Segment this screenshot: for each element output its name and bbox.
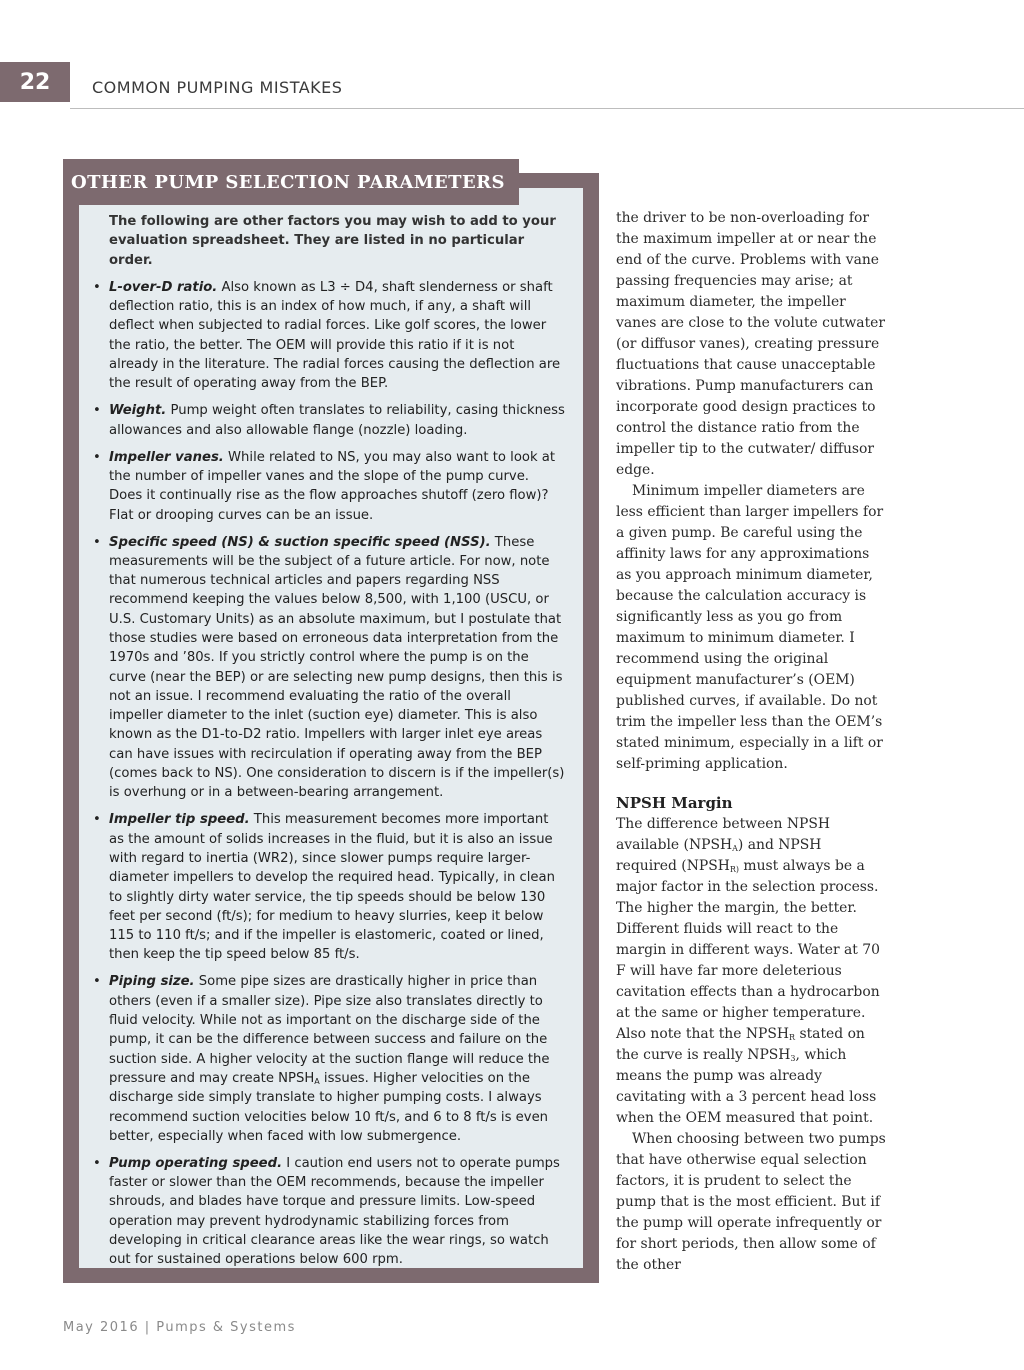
body-paragraph: When choosing between two pumps that have otherwise equal selection factors, it is prudent to select the pump that is the most efficient. But if the pump will operate infrequently or for short periods, then allow some of the other — [616, 1131, 886, 1273]
list-item — [109, 810, 565, 964]
body-column — [616, 208, 886, 1276]
factor-term: Specific speed (NS) & suction specific speed (NSS). — [109, 534, 491, 550]
page-number: 22 — [0, 62, 70, 102]
text-run: ) and NPSH required (NPSH — [616, 837, 822, 874]
sidebar-box — [79, 188, 583, 1268]
factor-text: I caution end users not to operate pumps faster or slower than the OEM recommends, because the impeller shrouds, and blades have torque and pressure limits. Low-speed operation may prevent hydrodynamic stabilizing forces from developing in critical clearance areas like the wear rings, so watch out for sustained operations below 600 rpm. — [109, 1155, 560, 1268]
factor-list — [109, 278, 565, 1270]
factor-text: Pump weight often translates to reliability, casing thickness allowances and also allowable flange (nozzle) loading. — [109, 403, 565, 438]
factor-text: While related to NS, you may also want to look at the number of impeller vanes and the slope of the pump curve. Does it continually rise as the flow approaches shutoff (zero flow)? Flat or drooping curves can be an issue. — [109, 449, 556, 523]
sidebar-intro: The following are other factors you may wish to add to your evaluation spreadsheet. They are listed in no particular order. — [109, 214, 556, 268]
subscript: A — [732, 844, 738, 853]
subscript: A — [314, 1076, 320, 1086]
factor-term: Piping size. — [109, 974, 195, 990]
factor-text: This measurement becomes more important as the amount of solids increases in the fluid, but it is also an issue with regard to inertia (WR2), since slower pumps require larger-diameter impellers to develop the required head. Typically, in clean to slightly dirty water service, the tip speeds should be below 130 feet per second (ft/s); for medium to heavy slurries, keep it below 115 to 110 ft/s; and if the impeller is elastomeric, coated or lined, then keep the tip speed below 85 ft/s. — [109, 812, 555, 963]
body-paragraph: the driver to be non-overloading for the maximum impeller at or near the end of the curve. Problems with vane passing frequencies may arise; at maximum diameter, the impeller vanes are close to the volute cutwater (or diffusor vanes), creating pressure fluctuations that cause unacceptable vibrations. Pump manufacturers can incorporate good design practices to control the distance ratio from the impeller tip to the cutwater/ diffusor edge. — [616, 210, 886, 478]
factor-term: Pump operating speed. — [109, 1155, 283, 1171]
text-run: must always be a major factor in the selection process. The higher the margin, the better. Different fluids will react to the margin in different ways. Water at 70 F will have far more deleterious cavitation effects than a hydrocarbon at the same or higher temperature. Also note that the NPSH — [616, 858, 880, 1042]
list-item — [109, 278, 565, 394]
subscript: R) — [729, 865, 740, 874]
list-item — [109, 401, 565, 440]
subscript: R — [789, 1033, 796, 1042]
factor-text: Also known as L3 ÷ D4, shaft slenderness or shaft deflection ratio, this is an index of how much, if any, a shaft will deflect when subjected to radial forces. Like golf scores, the lower the ratio, the better. The OEM will provide this ratio if it is not already in the literature. The radial forces causing the deflection are the result of operating away from the BEP. — [109, 279, 561, 392]
list-item — [109, 972, 565, 1146]
body-paragraph: Minimum impeller diameters are less efficient than larger impellers for a given pump. Be careful using the affinity laws for any approximations as you approach minimum diameter, because the calculation accuracy is significantly less as you go from maximum to minimum diameter. I recommend using the original equipment manufacturer’s (OEM) published curves, if available. Do not trim the impeller less than the OEM’s stated minimum, especially in a lift or self-priming application. — [616, 483, 884, 772]
factor-term: Impeller tip speed. — [109, 812, 250, 828]
factor-text: issues. Higher velocities on the discharge side simply translate to higher pumping costs. I always recommend suction velocities below 10 ft/s, and 6 to 8 ft/s is even better, especially when faced with low submergence. — [109, 1070, 549, 1144]
factor-text: Some pipe sizes are drastically higher in price than others (even if a smaller size). Pipe size also translates directly to fluid velocity. While not as important on the discharge side of the pump, it can be the difference between success and failure on the suction side. A higher velocity at the suction flange will reduce the pressure and may create NPSH — [109, 974, 550, 1086]
factor-text: These measurements will be the subject of a future article. For now, note that numerous technical articles and papers regarding NSS recommend keeping the values below 8,500, with 1,100 (USCU, or U.S. Customary Units) as an absolute maximum, but I postulate that those studies were based on erroneous data interpretation from the 1970s and ’80s. If you strictly control where the pump is on the curve (near the BEP) or are selecting new pump designs, then this is not an issue. I recommend evaluating the ratio of the overall impeller diameter to the inlet (suction eye) diameter. This is also known as the D1-to-D2 ratio. Impellers with larger inlet eye areas can have issues with recirculation if operating away from the BEP (comes back to NS). One consideration to discern is if the impeller(s) is overhung or in a between-bearing arrangement. — [109, 534, 565, 801]
page-footer: May 2016 | Pumps & Systems — [63, 1320, 296, 1335]
text-run: , which means the pump was already cavitating with a 3 percent head loss when the OEM measured that point. — [616, 1047, 877, 1126]
text-run: stated on the curve is really NPSH — [616, 1026, 865, 1063]
header-rule — [70, 108, 1024, 109]
sidebar-title: OTHER PUMP SELECTION PARAMETERS — [63, 159, 519, 205]
body-paragraph — [616, 814, 886, 1129]
subscript: 3 — [790, 1054, 796, 1063]
factor-term: Impeller vanes. — [109, 449, 224, 465]
section-heading: NPSH Margin — [616, 794, 733, 812]
list-item — [109, 1154, 565, 1270]
factor-term: L-over-D ratio. — [109, 279, 218, 295]
running-head: COMMON PUMPING MISTAKES — [92, 78, 343, 97]
text-run: The difference between NPSH available (NPSH — [616, 816, 831, 853]
list-item — [109, 448, 565, 525]
list-item — [109, 533, 565, 803]
factor-term: Weight. — [109, 403, 167, 419]
